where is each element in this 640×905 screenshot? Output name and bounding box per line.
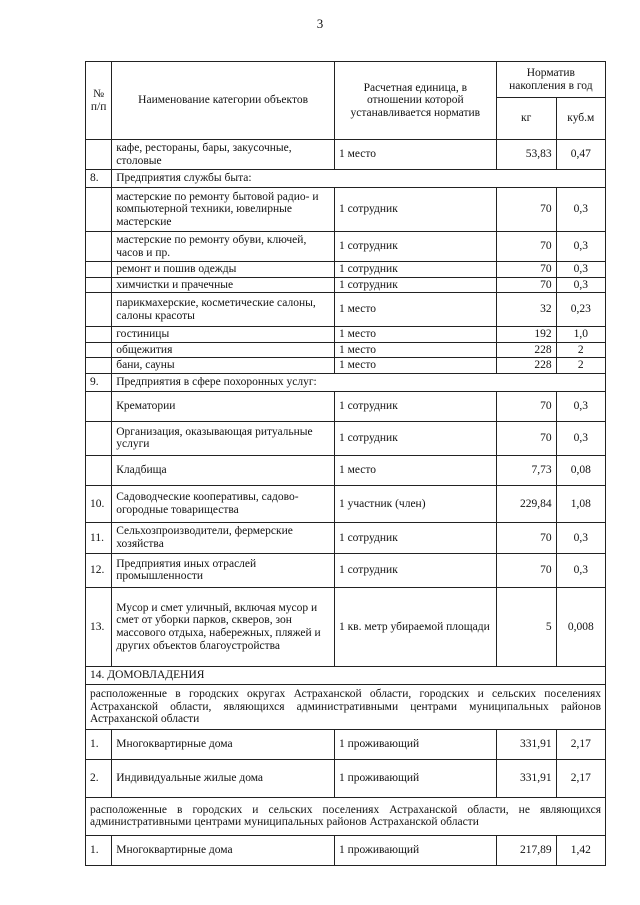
- table-row: [86, 553, 606, 587]
- m3-value-cell: 0,08: [556, 455, 605, 485]
- row-number-cell: [86, 232, 112, 262]
- category-name-cell: кафе, рестораны, бары, закусочные, столовые: [112, 140, 335, 170]
- category-name-cell: мастерские по ремонту обуви, ключей, часов и пр.: [112, 232, 335, 262]
- table-row: [86, 587, 606, 666]
- category-name-cell: Многоквартирные дома: [112, 835, 335, 865]
- kg-value-cell: 228: [496, 342, 556, 358]
- table-row: [86, 140, 606, 170]
- kg-value-cell: 70: [496, 391, 556, 421]
- m3-value-cell: 1,0: [556, 327, 605, 343]
- m3-value-cell: 0,23: [556, 293, 605, 327]
- table-row: [86, 327, 606, 343]
- kg-value-cell: 70: [496, 277, 556, 293]
- kg-value-cell: 228: [496, 358, 556, 374]
- unit-cell: 1 сотрудник: [334, 277, 496, 293]
- page-number: 3: [316, 16, 324, 31]
- row-number-cell: [86, 391, 112, 421]
- unit-cell: 1 сотрудник: [334, 421, 496, 455]
- table-row: [86, 232, 606, 262]
- category-name-cell: химчистки и прачечные: [112, 277, 335, 293]
- m3-value-cell: 0,3: [556, 522, 605, 553]
- unit-cell: 1 сотрудник: [334, 391, 496, 421]
- table-row: [86, 188, 606, 232]
- unit-cell: 1 проживающий: [334, 759, 496, 797]
- header-m3: куб.м: [556, 98, 605, 140]
- row-number-cell: [86, 277, 112, 293]
- kg-value-cell: 70: [496, 421, 556, 455]
- section-heading-cell: расположенные в городских и сельских поселениях Астраханской области, не являющихся административными центрами муниципальных районов Астраханской области: [86, 797, 606, 835]
- unit-cell: 1 проживающий: [334, 729, 496, 759]
- m3-value-cell: 1,08: [556, 485, 605, 522]
- header-norm: Норматив накопления в год: [496, 62, 605, 98]
- table-row: [86, 373, 606, 391]
- kg-value-cell: 217,89: [496, 835, 556, 865]
- row-number-cell: 12.: [86, 553, 112, 587]
- row-number-cell: [86, 140, 112, 170]
- row-number-cell: 8.: [86, 170, 112, 188]
- category-name-cell: бани, сауны: [112, 358, 335, 374]
- m3-value-cell: 0,3: [556, 277, 605, 293]
- m3-value-cell: 0,47: [556, 140, 605, 170]
- kg-value-cell: 331,91: [496, 729, 556, 759]
- row-number-cell: [86, 342, 112, 358]
- row-number-cell: 1.: [86, 729, 112, 759]
- section-title-cell: Предприятия в сфере похоронных услуг:: [112, 373, 606, 391]
- row-number-cell: [86, 421, 112, 455]
- m3-value-cell: 2: [556, 358, 605, 374]
- table-header: [86, 62, 606, 140]
- m3-value-cell: 2,17: [556, 729, 605, 759]
- m3-value-cell: 2,17: [556, 759, 605, 797]
- category-name-cell: парикмахерские, косметические салоны, салоны красоты: [112, 293, 335, 327]
- section-title-cell: Предприятия службы быта:: [112, 170, 606, 188]
- table-row: [86, 262, 606, 278]
- row-number-cell: 2.: [86, 759, 112, 797]
- row-number-cell: 9.: [86, 373, 112, 391]
- kg-value-cell: 70: [496, 522, 556, 553]
- header-num: № п/п: [86, 62, 112, 140]
- kg-value-cell: 70: [496, 553, 556, 587]
- row-number-cell: [86, 327, 112, 343]
- kg-value-cell: 70: [496, 188, 556, 232]
- section-heading-cell: расположенные в городских округах Астраханской области, городских и сельских поселениях Астраханской области, являющихся административными центрами муниципальных районов Астраханской области: [86, 684, 606, 729]
- row-number-cell: [86, 262, 112, 278]
- unit-cell: 1 место: [334, 293, 496, 327]
- m3-value-cell: 0,3: [556, 188, 605, 232]
- unit-cell: 1 сотрудник: [334, 553, 496, 587]
- unit-cell: 1 сотрудник: [334, 188, 496, 232]
- unit-cell: 1 кв. метр убираемой площади: [334, 587, 496, 666]
- row-number-cell: 10.: [86, 485, 112, 522]
- m3-value-cell: 1,42: [556, 835, 605, 865]
- kg-value-cell: 70: [496, 232, 556, 262]
- table-row: [86, 666, 606, 684]
- category-name-cell: ремонт и пошив одежды: [112, 262, 335, 278]
- category-name-cell: Мусор и смет уличный, включая мусор и смет от уборки парков, скверов, зон массового отдыха, набережных, пляжей и других объектов благоустройства: [112, 587, 335, 666]
- unit-cell: 1 участник (член): [334, 485, 496, 522]
- kg-value-cell: 331,91: [496, 759, 556, 797]
- kg-value-cell: 7,73: [496, 455, 556, 485]
- table-row: [86, 797, 606, 835]
- kg-value-cell: 53,83: [496, 140, 556, 170]
- row-number-cell: 13.: [86, 587, 112, 666]
- kg-value-cell: 5: [496, 587, 556, 666]
- category-name-cell: Организация, оказывающая ритуальные услуги: [112, 421, 335, 455]
- table-row: [86, 485, 606, 522]
- category-name-cell: Кладбища: [112, 455, 335, 485]
- category-name-cell: общежития: [112, 342, 335, 358]
- category-name-cell: Крематории: [112, 391, 335, 421]
- row-number-cell: 11.: [86, 522, 112, 553]
- table-row: [86, 455, 606, 485]
- table-row: [86, 684, 606, 729]
- row-number-cell: [86, 358, 112, 374]
- unit-cell: 1 место: [334, 358, 496, 374]
- kg-value-cell: 192: [496, 327, 556, 343]
- header-kg: кг: [496, 98, 556, 140]
- category-name-cell: Сельхозпроизводители, фермерские хозяйства: [112, 522, 335, 553]
- category-name-cell: Предприятия иных отраслей промышленности: [112, 553, 335, 587]
- category-name-cell: гостиницы: [112, 327, 335, 343]
- table-row: [86, 835, 606, 865]
- kg-value-cell: 229,84: [496, 485, 556, 522]
- table-row: [86, 421, 606, 455]
- table-row: [86, 293, 606, 327]
- unit-cell: 1 место: [334, 327, 496, 343]
- norms-table: [85, 61, 606, 866]
- table-row: [86, 522, 606, 553]
- category-name-cell: Садоводческие кооперативы, садово-огородные товарищества: [112, 485, 335, 522]
- unit-cell: 1 сотрудник: [334, 522, 496, 553]
- table-row: [86, 729, 606, 759]
- table-row: [86, 170, 606, 188]
- m3-value-cell: 0,3: [556, 391, 605, 421]
- row-number-cell: [86, 293, 112, 327]
- unit-cell: 1 место: [334, 140, 496, 170]
- unit-cell: 1 место: [334, 342, 496, 358]
- m3-value-cell: 0,008: [556, 587, 605, 666]
- table-row: [86, 342, 606, 358]
- table-row: [86, 391, 606, 421]
- table-body: [86, 140, 606, 866]
- row-number-cell: [86, 188, 112, 232]
- header-name: Наименование категории объектов: [112, 62, 335, 140]
- kg-value-cell: 32: [496, 293, 556, 327]
- m3-value-cell: 2: [556, 342, 605, 358]
- unit-cell: 1 сотрудник: [334, 262, 496, 278]
- category-name-cell: Многоквартирные дома: [112, 729, 335, 759]
- m3-value-cell: 0,3: [556, 553, 605, 587]
- table-row: [86, 358, 606, 374]
- unit-cell: 1 проживающий: [334, 835, 496, 865]
- category-name-cell: мастерские по ремонту бытовой радио- и компьютерной техники, ювелирные мастерские: [112, 188, 335, 232]
- table-row: [86, 759, 606, 797]
- row-number-cell: [86, 455, 112, 485]
- m3-value-cell: 0,3: [556, 262, 605, 278]
- row-number-cell: 1.: [86, 835, 112, 865]
- section-heading-cell: 14. ДОМОВЛАДЕНИЯ: [86, 666, 606, 684]
- category-name-cell: Индивидуальные жилые дома: [112, 759, 335, 797]
- unit-cell: 1 сотрудник: [334, 232, 496, 262]
- header-unit: Расчетная единица, в отношении которой устанавливается норматив: [334, 62, 496, 140]
- table-row: [86, 277, 606, 293]
- m3-value-cell: 0,3: [556, 232, 605, 262]
- unit-cell: 1 место: [334, 455, 496, 485]
- kg-value-cell: 70: [496, 262, 556, 278]
- m3-value-cell: 0,3: [556, 421, 605, 455]
